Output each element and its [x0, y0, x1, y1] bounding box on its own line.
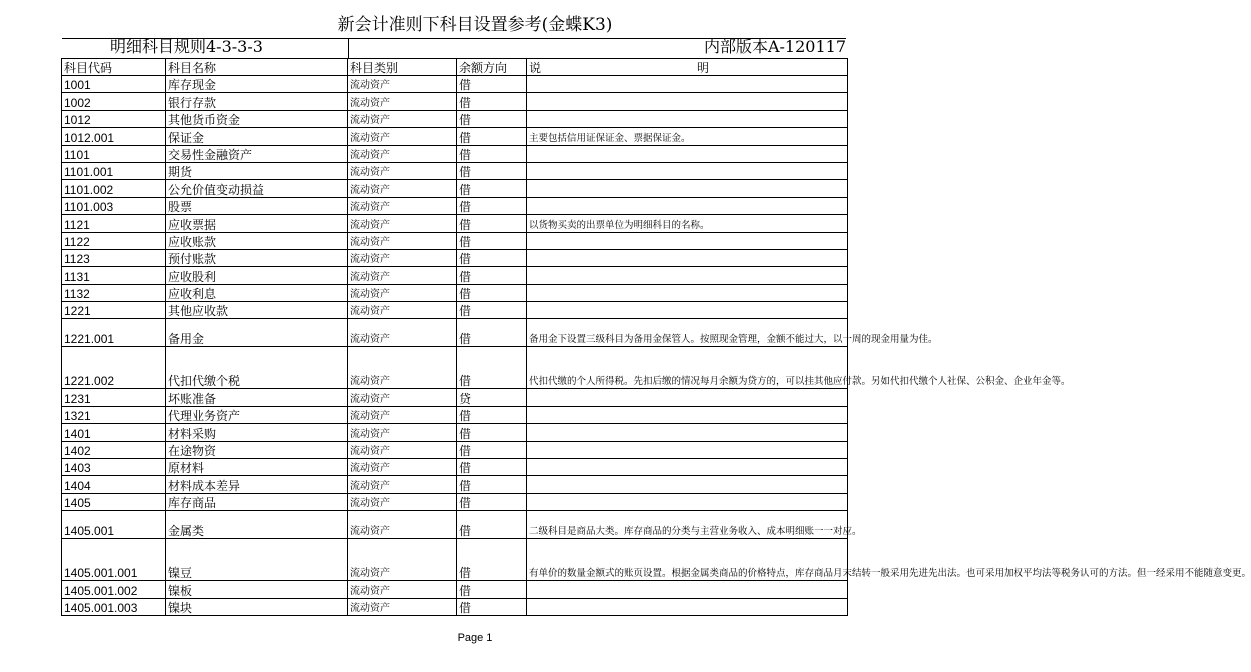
- account-type-cell: 流动资产: [348, 197, 457, 214]
- description-cell: [527, 76, 848, 93]
- description-cell: [527, 459, 848, 476]
- table-row: [62, 459, 848, 476]
- table-row: [62, 232, 848, 249]
- description-cell: [527, 162, 848, 179]
- table-row: [62, 493, 848, 510]
- balance-direction-cell: 借: [457, 162, 527, 179]
- account-name-cell: 预付账款: [166, 249, 348, 266]
- balance-direction-cell: 借: [457, 598, 527, 615]
- account-code-cell: 1012.001: [62, 128, 166, 145]
- account-type-cell: 流动资产: [348, 459, 457, 476]
- balance-direction-cell: 借: [457, 145, 527, 162]
- account-type-cell: 流动资产: [348, 539, 457, 581]
- page-number: Page 1: [457, 632, 493, 644]
- balance-direction-cell: 借: [457, 476, 527, 493]
- account-code-cell: 1101.001: [62, 162, 166, 179]
- account-type-cell: 流动资产: [348, 598, 457, 615]
- balance-direction-cell: 借: [457, 511, 527, 539]
- account-name-cell: 备用金: [166, 319, 348, 347]
- balance-direction-cell: 借: [457, 406, 527, 423]
- account-name-cell: 镍豆: [166, 539, 348, 581]
- version-label: 内部版本A-120117: [703, 37, 846, 56]
- account-name-cell: 材料采购: [166, 424, 348, 441]
- account-type-cell: 流动资产: [348, 145, 457, 162]
- account-code-cell: 1002: [62, 93, 166, 110]
- account-code-cell: 1405.001.002: [62, 581, 166, 598]
- balance-direction-cell: 贷: [457, 389, 527, 406]
- description-cell: [527, 389, 848, 406]
- account-name-cell: 应收账款: [166, 232, 348, 249]
- description-cell: 主要包括信用证保证金、票据保证金。: [527, 128, 848, 145]
- account-name-cell: 代理业务资产: [166, 406, 348, 423]
- description-cell: [527, 406, 848, 423]
- balance-direction-cell: 借: [457, 347, 527, 389]
- table-row: [62, 249, 848, 266]
- table-row: [62, 180, 848, 197]
- header-direction: 余额方向: [457, 59, 527, 76]
- table-body: [62, 76, 1251, 616]
- balance-direction-cell: 借: [457, 93, 527, 110]
- table-row: [62, 93, 848, 110]
- table-row: [62, 110, 848, 127]
- table-row: [62, 162, 848, 179]
- account-name-cell: 应收票据: [166, 215, 348, 232]
- account-name-cell: 库存商品: [166, 493, 348, 510]
- page-title: 新会计准则下科目设置参考(金蝶K3): [337, 15, 613, 35]
- balance-direction-cell: 借: [457, 110, 527, 127]
- description-cell: 备用金下设置三级科目为备用金保管人。按照现金管理，金额不能过大，以一周的现金用量为佳。: [527, 319, 848, 347]
- account-code-cell: 1101.003: [62, 197, 166, 214]
- account-name-cell: 镍块: [166, 598, 348, 615]
- balance-direction-cell: 借: [457, 539, 527, 581]
- account-type-cell: 流动资产: [348, 441, 457, 458]
- account-name-cell: 坏账准备: [166, 389, 348, 406]
- account-code-cell: 1405.001.003: [62, 598, 166, 615]
- subtitle-row: [62, 34, 846, 56]
- account-name-cell: 银行存款: [166, 93, 348, 110]
- account-name-cell: 镍板: [166, 581, 348, 598]
- account-code-cell: 1404: [62, 476, 166, 493]
- account-type-cell: 流动资产: [348, 128, 457, 145]
- account-code-cell: 1403: [62, 459, 166, 476]
- table-row: [62, 424, 848, 441]
- balance-direction-cell: 借: [457, 302, 527, 319]
- account-name-cell: 公允价值变动损益: [166, 180, 348, 197]
- table-row: [62, 76, 848, 93]
- description-cell: [527, 93, 848, 110]
- account-type-cell: 流动资产: [348, 93, 457, 110]
- account-code-cell: 1132: [62, 284, 166, 301]
- accounts-table: [61, 58, 1251, 616]
- account-code-cell: 1321: [62, 406, 166, 423]
- description-cell: [527, 284, 848, 301]
- balance-direction-cell: 借: [457, 581, 527, 598]
- account-name-cell: 期货: [166, 162, 348, 179]
- detail-rule-label: 明细科目规则4-3-3-3: [110, 37, 263, 56]
- description-cell: [527, 493, 848, 510]
- header-name: 科目名称: [166, 59, 348, 76]
- account-type-cell: 流动资产: [348, 110, 457, 127]
- account-name-cell: 材料成本差异: [166, 476, 348, 493]
- account-code-cell: 1121: [62, 215, 166, 232]
- description-cell: 以货物买卖的出票单位为明细科目的名称。: [527, 215, 848, 232]
- account-name-cell: 其他货币资金: [166, 110, 348, 127]
- account-name-cell: 其他应收款: [166, 302, 348, 319]
- table-row: [62, 441, 848, 458]
- account-type-cell: 流动资产: [348, 284, 457, 301]
- balance-direction-cell: 借: [457, 459, 527, 476]
- account-type-cell: 流动资产: [348, 476, 457, 493]
- description-cell: [527, 197, 848, 214]
- account-code-cell: 1012: [62, 110, 166, 127]
- table-row: [62, 539, 848, 581]
- table-row: [62, 128, 848, 145]
- account-type-cell: 流动资产: [348, 267, 457, 284]
- account-code-cell: 1122: [62, 232, 166, 249]
- table-row: [62, 197, 848, 214]
- balance-direction-cell: 借: [457, 284, 527, 301]
- balance-direction-cell: 借: [457, 76, 527, 93]
- account-name-cell: 代扣代缴个税: [166, 347, 348, 389]
- balance-direction-cell: 借: [457, 267, 527, 284]
- account-code-cell: 1405.001.001: [62, 539, 166, 581]
- description-cell: 二级科目是商品大类。库存商品的分类与主营业务收入、成本明细账一一对应。: [527, 511, 848, 539]
- description-cell: [527, 424, 848, 441]
- account-code-cell: 1221.002: [62, 347, 166, 389]
- account-type-cell: 流动资产: [348, 215, 457, 232]
- header-type: 科目类别: [348, 59, 457, 76]
- description-cell: [527, 249, 848, 266]
- account-type-cell: 流动资产: [348, 511, 457, 539]
- account-type-cell: 流动资产: [348, 581, 457, 598]
- account-type-cell: 流动资产: [348, 424, 457, 441]
- account-name-cell: 应收利息: [166, 284, 348, 301]
- subtitle-separator: [348, 38, 349, 58]
- account-code-cell: 1123: [62, 249, 166, 266]
- account-name-cell: 交易性金融资产: [166, 145, 348, 162]
- table-row: [62, 319, 848, 347]
- table-row: [62, 302, 848, 319]
- table-row: [62, 476, 848, 493]
- description-cell: [527, 232, 848, 249]
- account-type-cell: 流动资产: [348, 180, 457, 197]
- balance-direction-cell: 借: [457, 424, 527, 441]
- account-type-cell: 流动资产: [348, 347, 457, 389]
- account-type-cell: 流动资产: [348, 319, 457, 347]
- balance-direction-cell: 借: [457, 197, 527, 214]
- balance-direction-cell: 借: [457, 493, 527, 510]
- description-cell: [527, 441, 848, 458]
- account-code-cell: 1405.001: [62, 511, 166, 539]
- table-row: [62, 406, 848, 423]
- account-type-cell: 流动资产: [348, 406, 457, 423]
- account-code-cell: 1402: [62, 441, 166, 458]
- balance-direction-cell: 借: [457, 441, 527, 458]
- account-code-cell: 1401: [62, 424, 166, 441]
- account-code-cell: 1101.002: [62, 180, 166, 197]
- account-name-cell: 应收股利: [166, 267, 348, 284]
- description-cell: [527, 476, 848, 493]
- account-type-cell: 流动资产: [348, 302, 457, 319]
- account-code-cell: 1101: [62, 145, 166, 162]
- table-row: [62, 267, 848, 284]
- balance-direction-cell: 借: [457, 232, 527, 249]
- description-cell: 代扣代缴的个人所得税。先扣后缴的情况每月余额为贷方的，可以挂其他应付款。另如代扣代缴个人社保、公积金、企业年金等。: [527, 347, 848, 389]
- balance-direction-cell: 借: [457, 128, 527, 145]
- description-cell: 有单价的数量金额式的账页设置。根据金属类商品的价格特点，库存商品月末结转一般采用先进先出法。也可采用加权平均法等税务认可的方法。但一经采用不能随意变更。: [527, 539, 848, 581]
- balance-direction-cell: 借: [457, 215, 527, 232]
- description-cell: [527, 110, 848, 127]
- balance-direction-cell: 借: [457, 319, 527, 347]
- table-row: [62, 389, 848, 406]
- account-type-cell: 流动资产: [348, 76, 457, 93]
- account-code-cell: 1405: [62, 493, 166, 510]
- description-cell: [527, 145, 848, 162]
- table-row: [62, 347, 848, 389]
- account-type-cell: 流动资产: [348, 389, 457, 406]
- account-type-cell: 流动资产: [348, 249, 457, 266]
- balance-direction-cell: 借: [457, 180, 527, 197]
- header-description: 说 明: [527, 59, 848, 76]
- table-row: [62, 284, 848, 301]
- account-name-cell: 在途物资: [166, 441, 348, 458]
- account-code-cell: 1221.001: [62, 319, 166, 347]
- table-row: [62, 145, 848, 162]
- account-name-cell: 库存现金: [166, 76, 348, 93]
- account-name-cell: 金属类: [166, 511, 348, 539]
- table-row: [62, 581, 848, 598]
- table-header-row: [62, 59, 848, 76]
- table-row: [62, 511, 848, 539]
- account-name-cell: 原材料: [166, 459, 348, 476]
- account-code-cell: 1221: [62, 302, 166, 319]
- table-row: [62, 215, 848, 232]
- account-name-cell: 保证金: [166, 128, 348, 145]
- account-code-cell: 1131: [62, 267, 166, 284]
- account-type-cell: 流动资产: [348, 162, 457, 179]
- description-cell: [527, 180, 848, 197]
- balance-direction-cell: 借: [457, 249, 527, 266]
- header-code: 科目代码: [62, 59, 166, 76]
- description-cell: [527, 302, 848, 319]
- description-cell: [527, 581, 848, 598]
- account-name-cell: 股票: [166, 197, 348, 214]
- description-cell: [527, 267, 848, 284]
- account-code-cell: 1001: [62, 76, 166, 93]
- table-row: [62, 598, 848, 615]
- account-code-cell: 1231: [62, 389, 166, 406]
- account-type-cell: 流动资产: [348, 232, 457, 249]
- account-type-cell: 流动资产: [348, 493, 457, 510]
- description-cell: [527, 598, 848, 615]
